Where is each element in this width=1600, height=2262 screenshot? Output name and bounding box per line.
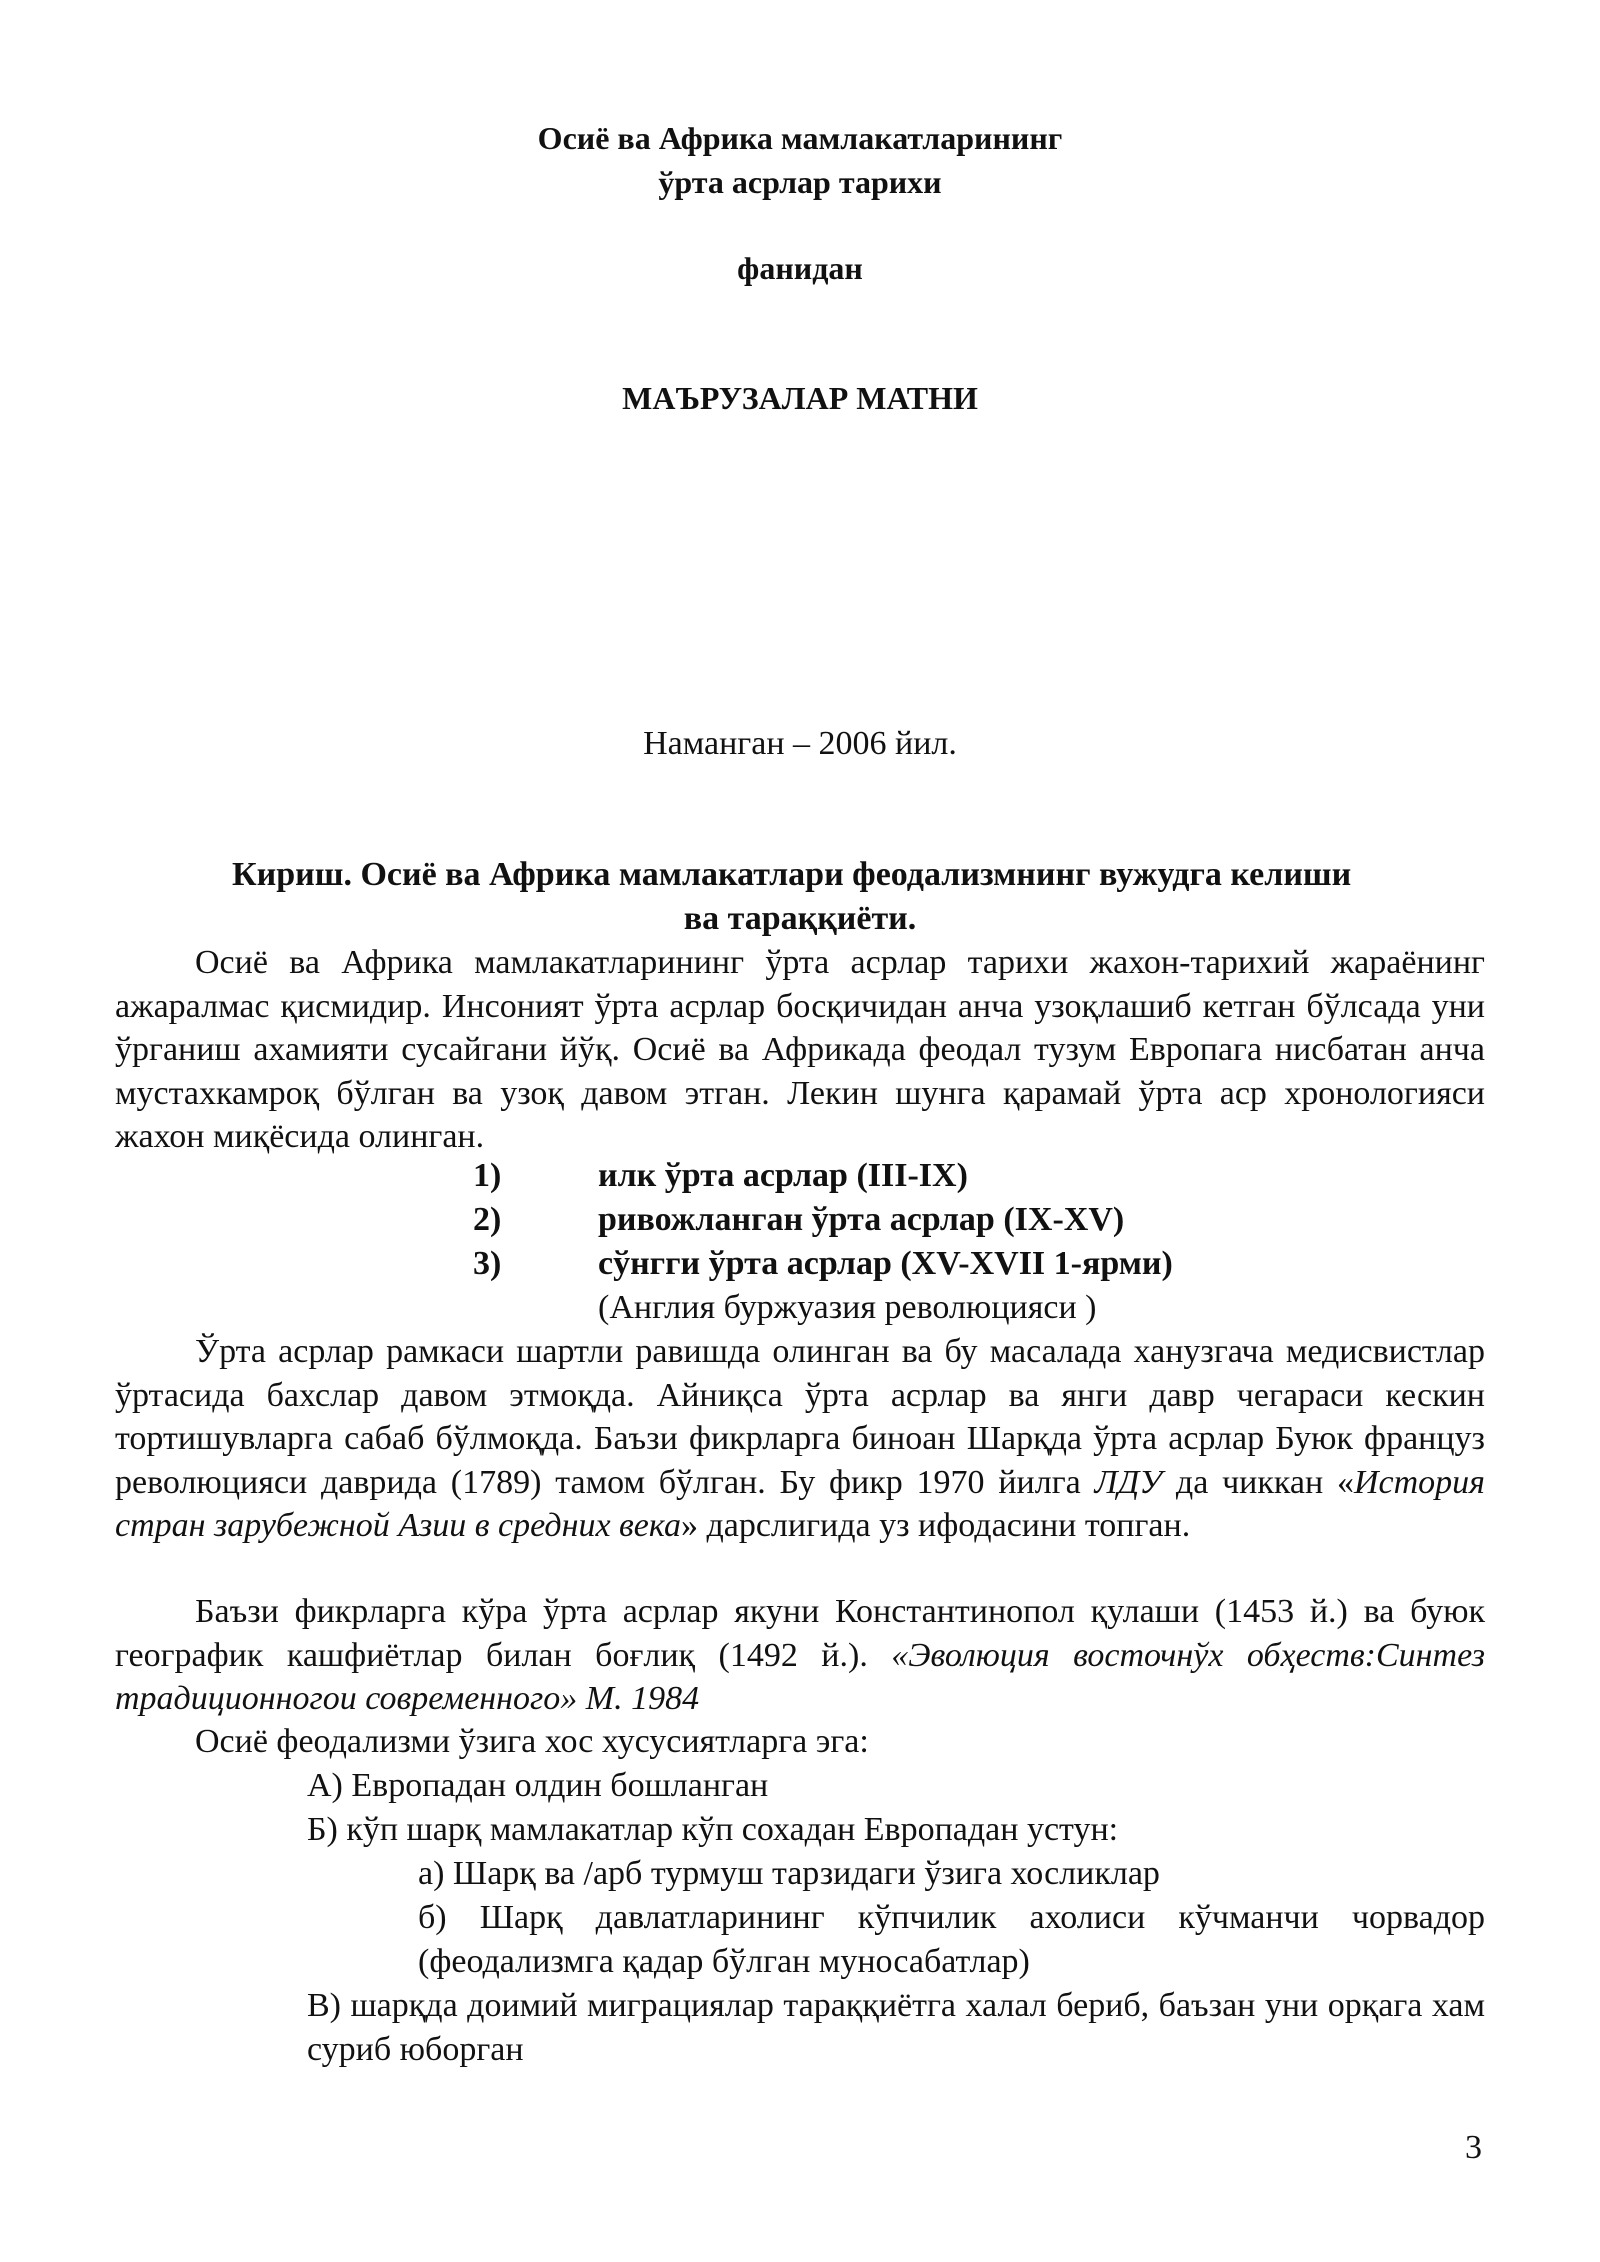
features-intro: Осиё феодализми ўзига хос хусусиятларга эга: (195, 1723, 869, 1760)
intro-paragraph: Осиё ва Африка мамлакатларининг ўрта асрлар тарихи жахон-тарихий жараёнинг ажаралмас қисмидир. Инсоният ўрта асрлар босқичидан анча узоқлашиб кетган бўлсада уни ўрганиш ахамияти сусайгани йўқ. Осиё ва Африкада феодал тузум Европага нисбатан анча мустахкамроқ бўлган ва узоқ давом этган. Лекин шунга қарамай ўрта аср хронологияси жахон миқёсида олинган. (115, 944, 1485, 1155)
feature-b-a: а) Шарқ ва /арб турмуш тарзидаги ўзига хосликлар (418, 1855, 1160, 1892)
chronology-text-2: да чиккан « (1162, 1463, 1354, 1501)
chronology-text-3: » дарслигида уз ифодасини топган. (680, 1507, 1191, 1544)
end-text: Баъзи фикрларга кўра ўрта асрлар якуни Константинопол қулаши (1453 й.) ва буюк географик кашфиётлар билан боғлиқ (1492 й.). (115, 1593, 1485, 1674)
book-title-2: «Эволюция восточнўх обҳеств:Синтез традиционногои современного» М. 1984 (115, 1636, 1485, 1717)
title-subject: фанидан (737, 250, 863, 286)
ldu-abbreviation: ЛДУ (1094, 1463, 1163, 1501)
feature-b-b: б) Шарқ давлатларининг кўпчилик ахолиси кўчманчи чорвадор (феодализмга қадар бўлган муносабатлар) (418, 1899, 1485, 1980)
chronology-text-1: Ўрта асрлар рамкаси шартли равишда олинган ва бу масалада ханузгача медисвистлар ўртасида бахслар давом этмоқда. Айниқса ўрта асрлар ва янги давр чегараси кескин тортишувларга сабаб бўлмоқда. Баъзи фикрларга биноан Шарқда ўрта асрлар Буюк француз революцияси даврида (1789) тамом бўлган. Бу фикр 1970 йилга (115, 1333, 1485, 1501)
feature-v: В) шарқда доимий миграциялар тараққиётга халал бериб, баъзан уни орқага хам суриб юборган (307, 1987, 1485, 2068)
place-year: Наманган – 2006 йил. (643, 725, 957, 762)
chronology-paragraph (115, 1330, 1485, 1548)
document-type-title: МАЪРУЗАЛАР МАТНИ (622, 380, 978, 416)
feature-b: Б) кўп шарқ мамлакатлар кўп сохадан Европадан устун: (307, 1811, 1119, 1848)
period-item-2: ривожланган ўрта асрлар (IX-XV) (598, 1201, 1125, 1238)
feature-a: А) Европадан олдин бошланган (307, 1767, 769, 1804)
title-line-2: ўрта асрлар тарихи (658, 164, 942, 200)
period-note: (Англия буржуазия революцияси ) (598, 1289, 1097, 1326)
page-number: 3 (1465, 2129, 1482, 2166)
period-number-2: 2) (473, 1201, 502, 1238)
period-item-3: сўнгги ўрта асрлар (XV-XVII 1-ярми) (598, 1245, 1173, 1282)
end-of-middle-ages-paragraph (115, 1590, 1485, 1721)
book-title-1: История стран зарубежной Азии в средних века (115, 1463, 1485, 1544)
period-number-3: 3) (473, 1245, 502, 1282)
section-heading-line-1: Кириш. Осиё ва Африка мамлакатлари феодализмнинг вужудга келиши (232, 856, 1352, 893)
period-item-1: илк ўрта асрлар (III-IX) (598, 1157, 968, 1194)
title-line-1: Осиё ва Африка мамлакатларининг (537, 120, 1063, 156)
period-number-1: 1) (473, 1157, 502, 1194)
section-heading-line-2: ва тараққиёти. (683, 900, 917, 937)
